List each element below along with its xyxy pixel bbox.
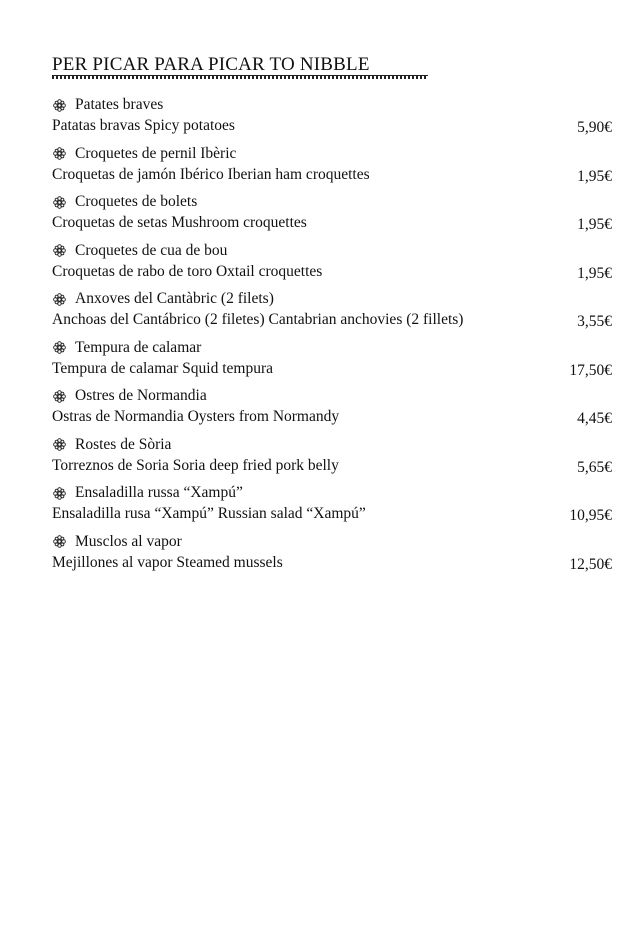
menu-item [52, 531, 612, 580]
item-name-catalan: Croquetes de pernil Ibèric [75, 144, 237, 162]
flower-ornament-icon [52, 98, 67, 113]
flower-ornament-icon [52, 389, 67, 404]
item-name-catalan: Ensaladilla russa “Xampú” [75, 484, 243, 501]
item-price: 10,95€ [569, 507, 612, 524]
item-price: 3,55€ [577, 313, 612, 330]
menu-item [52, 191, 612, 240]
menu-item [52, 434, 612, 483]
item-price: 17,50€ [569, 361, 612, 379]
item-name-catalan: Anxoves del Cantàbric (2 filets) [75, 290, 274, 307]
item-name-spanish-english: Ostras de Normandia Oysters from Normandy [52, 408, 340, 425]
flower-ornament-icon [52, 243, 67, 258]
item-name-spanish-english: Ensaladilla rusa “Xampú” Russian salad “Xampú” [52, 505, 366, 522]
menu-item [52, 385, 612, 434]
heading-underline [52, 75, 428, 79]
flower-ornament-icon [52, 146, 67, 161]
item-name-spanish-english: Croquetas de rabo de toro Oxtail croquettes [52, 262, 323, 280]
item-name-catalan: Ostres de Normandia [75, 387, 207, 404]
menu-item [52, 482, 612, 531]
item-name-spanish-english: Anchoas del Cantábrico (2 filetes) Cantabrian anchovies (2 fillets) [52, 311, 464, 328]
item-price: 5,90€ [577, 119, 612, 136]
item-name-spanish-english: Torreznos de Soria Soria deep fried pork belly [52, 456, 339, 474]
item-name-catalan: Tempura de calamar [75, 338, 202, 356]
flower-ornament-icon [52, 292, 67, 307]
menu-item [52, 240, 612, 289]
menu-item [52, 143, 612, 192]
item-price: 1,95€ [577, 264, 612, 282]
menu-item [52, 94, 612, 143]
item-name-spanish-english: Tempura de calamar Squid tempura [52, 359, 273, 377]
item-name-catalan: Rostes de Sòria [75, 435, 172, 453]
section-heading: PER PICAR PARA PICAR TO NIBBLE [52, 54, 370, 75]
item-price: 1,95€ [577, 216, 612, 233]
item-name-spanish-english: Mejillones al vapor Steamed mussels [52, 553, 283, 571]
item-price: 4,45€ [577, 410, 612, 427]
item-name-spanish-english: Croquetas de setas Mushroom croquettes [52, 214, 307, 231]
item-name-catalan: Musclos al vapor [75, 532, 182, 550]
item-name-spanish-english: Croquetas de jamón Ibérico Iberian ham croquettes [52, 165, 370, 183]
menu-item [52, 337, 612, 386]
item-name-spanish-english: Patatas bravas Spicy potatoes [52, 117, 235, 134]
item-price: 1,95€ [577, 167, 612, 185]
flower-ornament-icon [52, 534, 67, 549]
item-price: 5,65€ [577, 458, 612, 476]
flower-ornament-icon [52, 340, 67, 355]
flower-ornament-icon [52, 486, 67, 501]
item-price: 12,50€ [569, 555, 612, 573]
flower-ornament-icon [52, 195, 67, 210]
menu-items [52, 94, 612, 579]
item-name-catalan: Croquetes de cua de bou [75, 241, 228, 259]
menu-item [52, 288, 612, 337]
flower-ornament-icon [52, 437, 67, 452]
item-name-catalan: Croquetes de bolets [75, 193, 198, 210]
item-name-catalan: Patates braves [75, 96, 164, 113]
